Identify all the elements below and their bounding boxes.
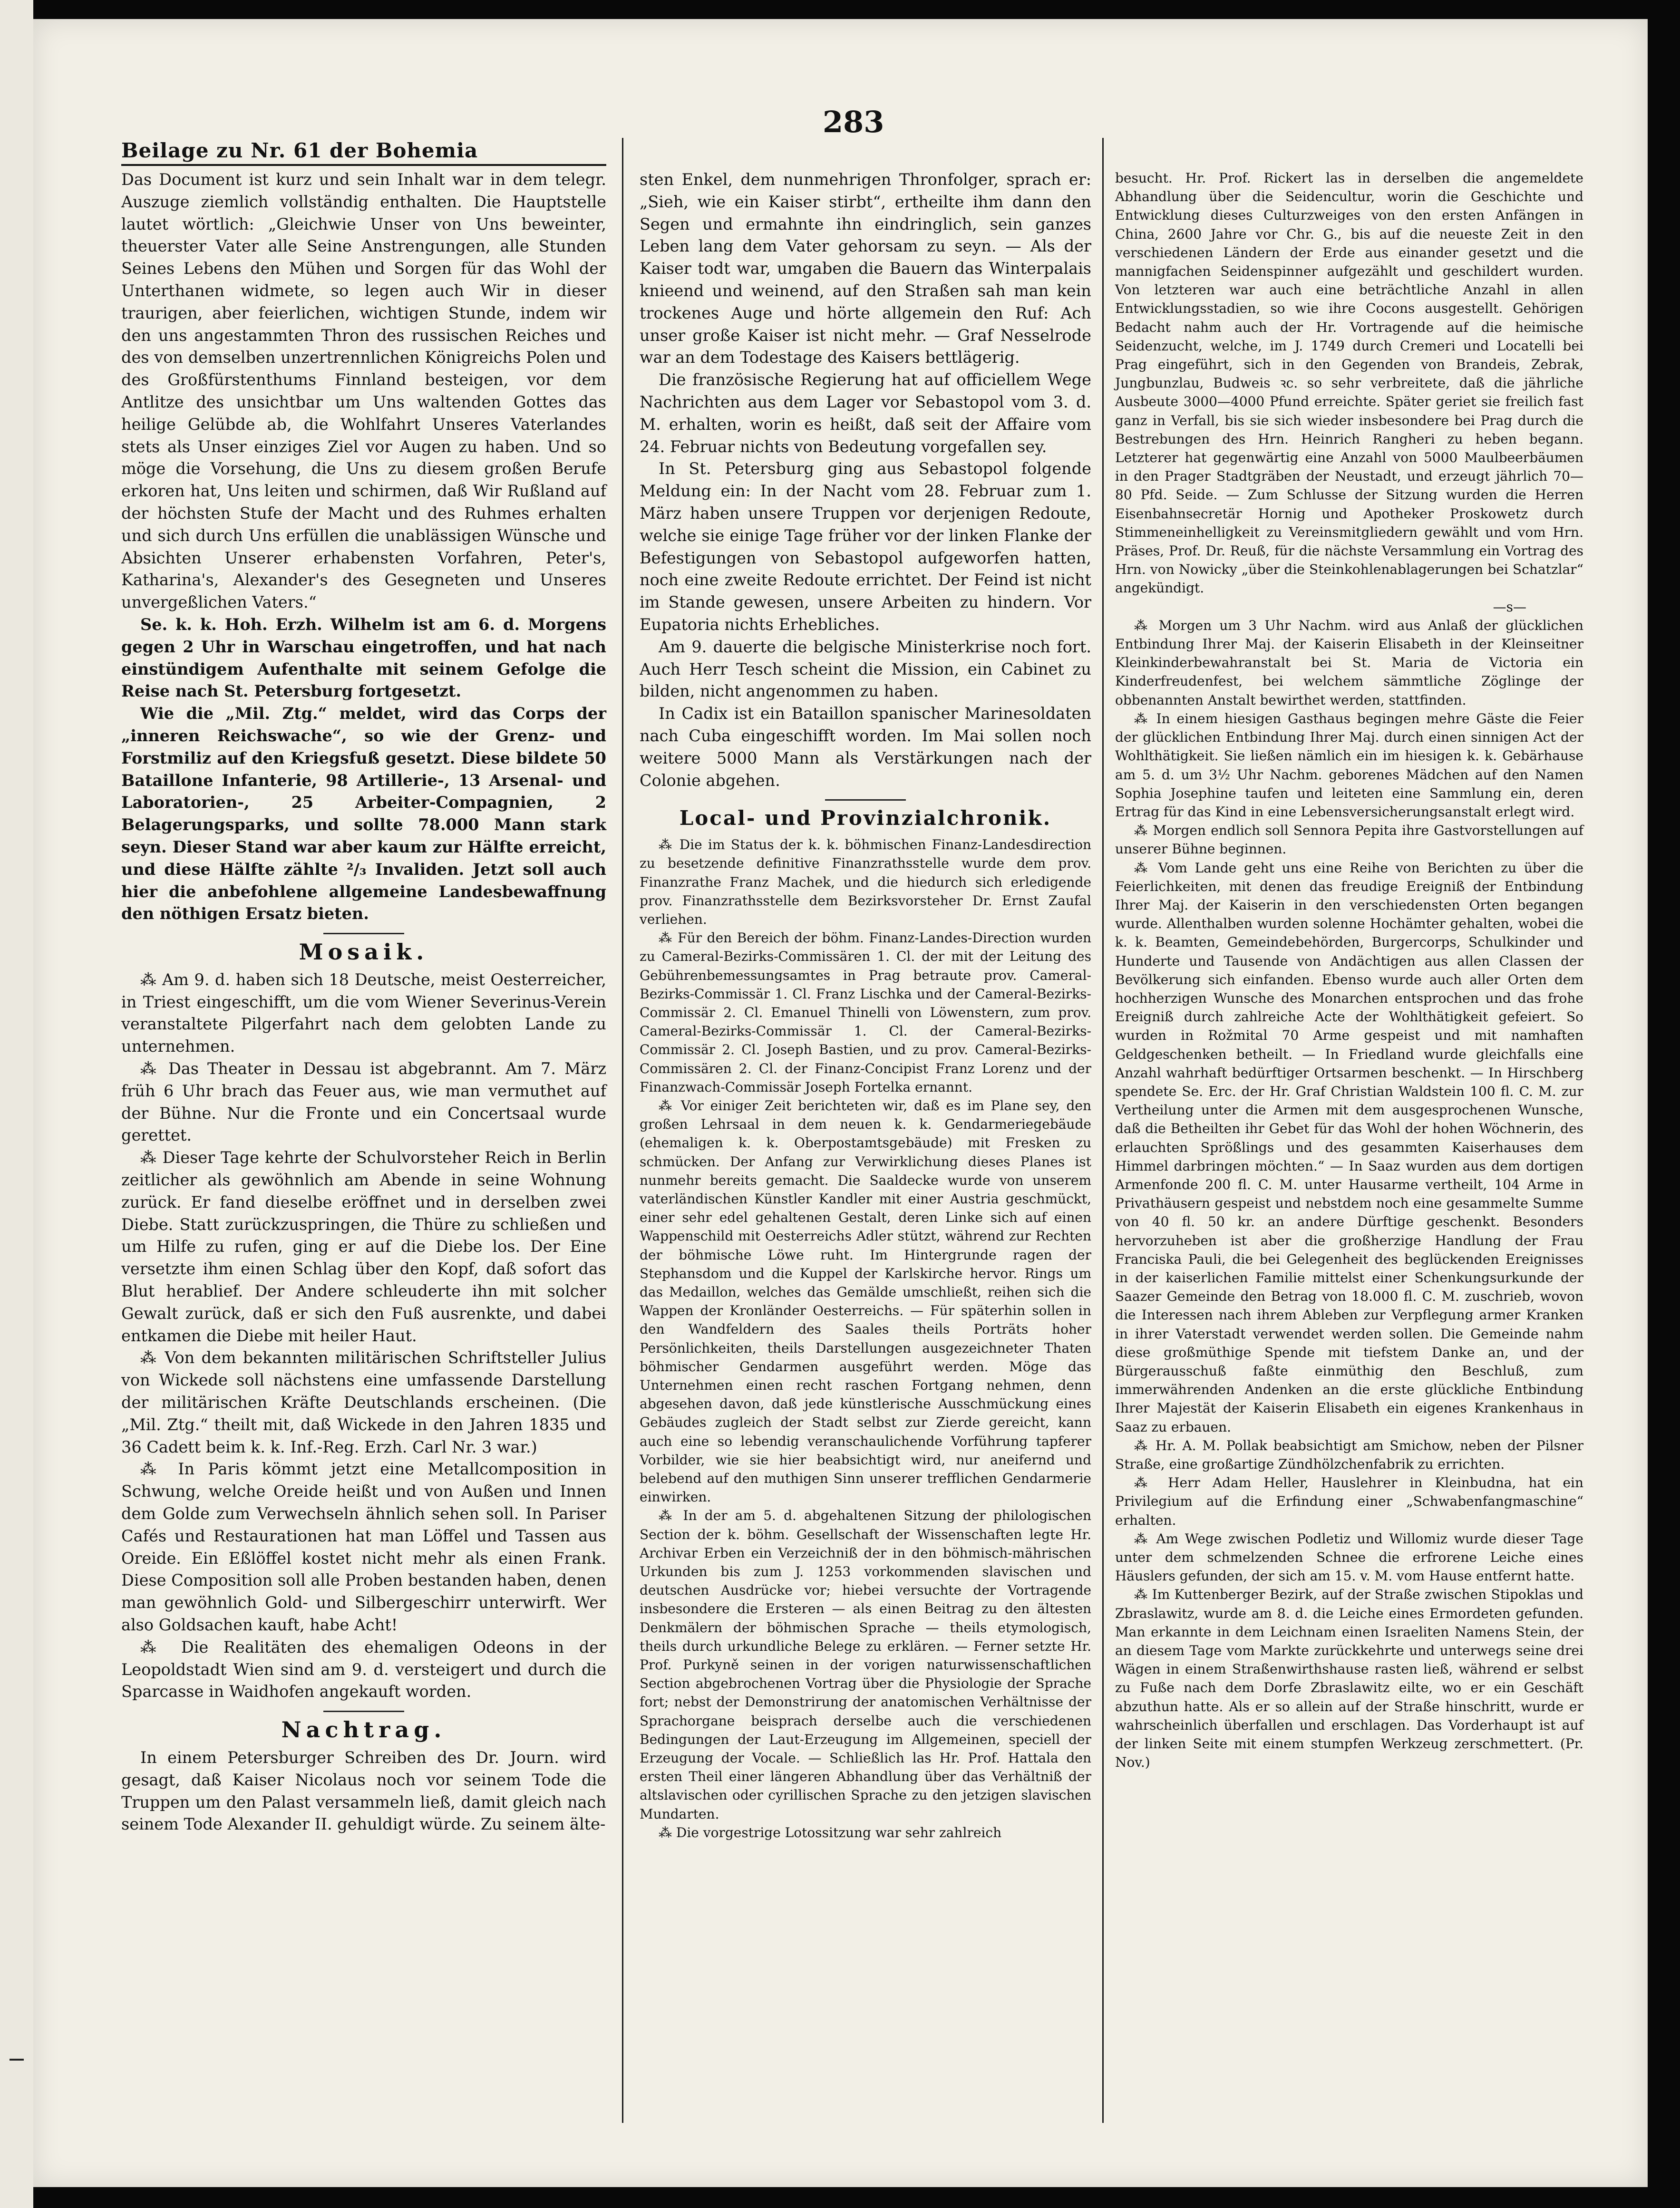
news-item: ⁂ Hr. A. M. Pollak beabsichtigt am Smichow, neben der Pilsner Straße, eine großartige Zündhölzchenfabrik zu errichten. — [1115, 1437, 1583, 1472]
page-spine — [0, 0, 33, 2208]
article-paragraph: Se. k. k. Hoh. Erzh. Wilhelm ist am 6. d. Morgens gegen 2 Uhr in Warschau eingetroffen, und hat nach einstündigem Aufenthalte mit seinem Gefolge die Reise nach St. Petersburg fortgesetzt. — [121, 615, 606, 701]
page-number: 283 — [823, 105, 884, 139]
section-title-nachtrag: Nachtrag. — [281, 1717, 447, 1743]
news-item: ⁂ Dieser Tage kehrte der Schulvorsteher Reich in Berlin zeitlicher als gewöhnlich am Abende in seine Wohnung zurück. Er fand dieselbe eröffnet und in derselben zwei Diebe. Statt zurückzuspringen, die Thüre zu schließen und um Hilfe zu rufen, ging er auf die Diebe los. Der Eine versetzte ihm einen Schlag über den Kopf, daß sofort das Blut herablief. Der Andere schleuderte ihn mit solcher Gewalt zurück, daß er sich den Fuß ausrenkte, und dabei entkamen die Diebe mit heiler Haut. — [121, 1148, 606, 1345]
news-item: ⁂ Herr Adam Heller, Hauslehrer in Kleinbudna, hat ein Privilegium auf die Erfindung einer „Schwabenfangmaschine“ erhalten. — [1115, 1475, 1583, 1528]
separator-line — [323, 933, 404, 934]
article-paragraph: Das Document ist kurz und sein Inhalt war in dem telegr. Auszuge ziemlich vollständig enthalten. Die Hauptstelle lautet wörtlich: „Gleichwie Unser von Uns beweinter, theuerster Vater alle Seine Anstrengungen, alle Stunden Seines Lebens den Mühen und Sorgen für das Wohl der Unterthanen widmete, so legen auch Wir in dieser traurigen, aber feierlichen, wichtigen Stunde, indem wir den uns angestammten Thron des russischen Reiches und des von demselben unzertrennlichen Königreichs Polen und des Großfürstenthums Finnland besteigen, vor dem Antlitze des unsichtbar um Uns waltenden Gottes das heilige Gelübde ab, die Wohlfahrt Unseres Vaterlandes stets als Unser einziges Ziel vor Augen zu haben. Und so möge die Vorsehung, die Uns zu diesem großen Berufe erkoren hat, Uns leiten und schirmen, daß Wir Rußland auf der höchsten Stufe der Macht und des Ruhmes erhalten und sich durch Uns erfüllen die unablässigen Wünsche und Absichten Unserer erhabensten Vorfahren, Peter's, Katharina's, Alexander's des Gesegneten und Unseres unvergeßlichen Vaters.“ — [121, 170, 606, 612]
article-paragraph: sten Enkel, dem nunmehrigen Thronfolger, sprach er: „Sieh, wie ein Kaiser stirbt“, ertheilte ihm dann den Segen und ermahnte ihn eindringlich, sein ganzes Leben lang dem Vater gehorsam zu seyn. — Als der Kaiser todt war, umgaben die Bauern das Winterpalais knieend und weinend, auf den Straßen sah man kein trockenes Auge und hörte allgemein den Ruf: Ach unser große Kaiser ist nicht mehr. — Graf Nesselrode war an dem Todestage des Kaisers bettlägerig. — [640, 170, 1091, 367]
column-2 — [640, 169, 1091, 1842]
news-item: besucht. Hr. Prof. Rickert las in derselben die angemeldete Abhandlung über die Seidencultur, worin die Geschichte und Entwicklung dieses Culturzweiges von den ersten Anfängen in China, 2600 Jahre vor Chr. G., bis auf die neueste Zeit in den verschiedenen Ländern der Erde aus einander gesetzt und die mannigfachen Seidenspinner aufgezählt und geschildert wurden. Von letzteren war auch eine beträchtliche Anzahl in allen Entwicklungsstadien, so wie ihre Cocons ausgestellt. Gehörigen Bedacht nahm auch der Hr. Vortragende auf die heimische Seidenzucht, welche, im J. 1749 durch Cremeri und Locatelli bei Prag eingeführt, sich in den Gegenden von Brandeis, Zebrak, Jungbunzlau, Budweis ꝛc. so sehr verbreitete, daß die jährliche Ausbeute 3000—4000 Pfund erreichte. Später geriet sie freilich fast ganz in Verfall, bis sie sich wieder insbesondere bei Prag durch die Bestrebungen des Hrn. Heinrich Rangheri zu heben begann. Letzterer hat gegenwärtig eine Anzahl von 5000 Maulbeerbäumen in den Prager Stadtgräben der Neustadt, und erzeugt jährlich 70—80 Pfd. Seide. — Zum Schlusse der Sitzung wurden die Herren Eisenbahnsecretär Hornig und Apotheker Proskowetz durch Stimmeneinhelligkeit zu Vereinsmitgliedern gewählt und vom Hrn. Präses, Prof. Dr. Reuß, für die nächste Versammlung ein Vortrag des Hrn. von Nowicky „über die Steinkohlenablagerungen bei Schatzlar“ angekündigt. — [1115, 170, 1583, 596]
article-paragraph: In einem Petersburger Schreiben des Dr. Journ. wird gesagt, daß Kaiser Nicolaus noch vor seinem Tode die Truppen um den Palast versammeln ließ, damit gleich nach seinem Tode Alexander II. gehuldigt würde. Zu seinem älte- — [121, 1748, 606, 1834]
page-header: Beilage zu Nr. 61 der Bohemia — [121, 139, 606, 166]
news-item: ⁂ Das Theater in Dessau ist abgebrannt. Am 7. März früh 6 Uhr brach das Feuer aus, wie man vermuthet auf der Bühne. Nur die Fronte und ein Concertsaal wurde gerettet. — [121, 1059, 606, 1145]
section-title-mosaik: Mosaik. — [299, 939, 429, 965]
news-item: ⁂ Die im Status der k. k. böhmischen Finanz-Landesdirection zu besetzende definitive Finanzrathsstelle wurde dem prov. Finanzrathe Franz Machek, und die hiedurch sich erledigende prov. Finanzrathsstelle dem Bezirksvorsteher Dr. Ernst Zaufal verliehen. — [640, 837, 1091, 927]
news-item: ⁂ Im Kuttenberger Bezirk, auf der Straße zwischen Stipoklas und Zbraslawitz, wurde am 8. d. die Leiche eines Ermordeten gefunden. Man erkannte in dem Leichnam einen Israeliten Namens Stein, der an diesem Tage vom Markte zurückkehrte und unterwegs seine drei Wägen in einem Straßenwirthshause rasten ließ, während er selbst zu Fuße nach dem Dorfe Zbraslawitz eilte, wo er ein Geschäft abzuthun hatte. Als er so allein auf der Straße hinschritt, wurde er wahrscheinlich überfallen und erschlagen. Das Vorderhaupt ist auf der linken Seite mit einem stumpfen Werkzeug zerschmettert. (Pr. Nov.) — [1115, 1587, 1583, 1771]
news-item: ⁂ Am Wege zwischen Podletiz und Willomiz wurde dieser Tage unter dem schmelzenden Schnee die erfrorene Leiche eines Häuslers gefunden, der sich am 15. v. M. vom Hause entfernt hatte. — [1115, 1530, 1583, 1584]
news-item: ⁂ In Paris kömmt jetzt eine Metallcomposition in Schwung, welche Oreide heißt und von Außen und Innen dem Golde zum Verwechseln ähnlich sehen soll. In Pariser Cafés und Restaurationen hat man Löffel und Tassen aus Oreide. Ein Eßlöffel kostet nicht mehr als einen Frank. Diese Composition soll alle Proben bestanden haben, denen man gewöhnlich Gold- und Silbergeschirr unterwirft. Wer also Goldsachen kauft, habe Acht! — [121, 1460, 606, 1634]
news-item: ⁂ Die vorgestrige Lotossitzung war sehr zahlreich — [659, 1824, 1002, 1840]
separator-line — [323, 1711, 404, 1712]
article-paragraph: Die französische Regierung hat auf officiellem Wege Nachrichten aus dem Lager vor Sebastopol vom 3. d. M. erhalten, worin es heißt, daß seit der Affaire vom 24. Februar nichts von Bedeutung vorgefallen sey. — [640, 370, 1091, 456]
margin-mark — [10, 2059, 24, 2061]
news-item: ⁂ Von dem bekannten militärischen Schriftsteller Julius von Wickede soll nächstens eine umfassende Darstellung der militärischen Kräfte Deutschlands erscheinen. (Die „Mil. Ztg.“ theilt mit, daß Wickede in den Jahren 1835 und 36 Cadett beim k. k. Inf.-Reg. Erzh. Carl Nr. 3 war.) — [121, 1348, 606, 1456]
news-item: ⁂ Morgen endlich soll Sennora Pepita ihre Gastvorstellungen auf unserer Bühne beginnen. — [1115, 823, 1583, 857]
news-item: ⁂ Für den Bereich der böhm. Finanz-Landes-Direction wurden zu Cameral-Bezirks-Commissären 1. Cl. der mit der Leitung des Gebührenbemessungsamtes in Prag betraute prov. Cameral-Bezirks-Commissär 1. Cl. Franz Lischka und der Cameral-Bezirks-Commissär 2. Cl. Emanuel Thinelli von Löwenstern, zum prov. Cameral-Bezirks-Commissär 1. Cl. der Cameral-Bezirks-Commissär 2. Cl. Joseph Bastien, und zu prov. Cameral-Bezirks-Commissären 2. Cl. der Finanz-Concipist Franz Lorenz und der Finanzwach-Commissär Joseph Fortelka ernannt. — [640, 930, 1091, 1095]
news-item: ⁂ Vom Lande geht uns eine Reihe von Berichten zu über die Feierlichkeiten, mit denen das freudige Ereigniß der Entbindung Ihrer Maj. der Kaiserin in den verschiedensten Orten begangen wurde. Allenthalben wurden solenne Hochämter gehalten, wobei die k. k. Beamten, Gemeindebehörden, Burgercorps, Schulkinder und Hunderte und Tausende von Andächtigen aus allen Classen der Bevölkerung sich einfanden. Ebenso wurde auch aller Orten dem hochherzigen Wunsche des Monarchen entsprochen und das frohe Ereigniß durch zahlreiche Acte der Wohlthätigkeit gefeiert. So wurden in Rožmital 70 Arme gespeist und mit namhaften Geldgeschenken betheilt. — In Friedland wurde gleichfalls eine Anzahl wahrhaft bedürftiger Ortsarmen beschenkt. — In Hirschberg spendete Se. Erc. der Hr. Graf Christian Waldstein 100 fl. C. M. zur Vertheilung unter die Armen mit dem ausgesprochenen Wunsche, daß die Betheilten ihr Gebet für das Wohl der hohen Wöchnerin, des erlauchten Sprößlings und des gesammten Kaiserhauses dem Himmel darbringen möchten.“ — In Saaz wurden aus dem dortigen Armenfonde 200 fl. C. M. unter Hausarme vertheilt, 104 Arme in Privathäusern gespeist und nebstdem noch eine gesammelte Summe von 40 fl. 50 kr. an andere Dürftige geschenkt. Besonders hervorzuheben ist aber die großherzige Handlung der Frau Franciska Pauli, die bei Gelegenheit des beglückenden Ereignisses in der kaiserlichen Familie mittelst einer Schenkungsurkunde der Saazer Gemeinde den Betrag von 18.000 fl. C. M. zuschrieb, wovon die Interessen nach ihrem Ableben zur Verpflegung armer Kranken in ihrer Vaterstadt verwendet werden sollen. Die Gemeinde nahm diese großmüthige Spende mit tiefstem Danke an, und der Bürgerausschuß faßte einmüthig den Beschluß, zum immerwährenden Andenken an die erste glückliche Entbindung Ihrer Majestät der Kaiserin Elisabeth ein eigenes Krankenhaus in Saaz zu erbauen. — [1115, 860, 1583, 1435]
section-title-local: Local- und Provinzialchronik. — [679, 806, 1052, 830]
article-paragraph: In Cadix ist ein Bataillon spanischer Marinesoldaten nach Cuba eingeschifft worden. Im Mai sollen noch weitere 5000 Mann als Verstärkungen nach der Colonie abgehen. — [640, 704, 1091, 790]
news-item: ⁂ Die Realitäten des ehemaligen Odeons in der Leopoldstadt Wien sind am 9. d. versteigert und durch die Sparcasse in Waidhofen angekauft worden. — [121, 1637, 606, 1701]
article-paragraph: Wie die „Mil. Ztg.“ meldet, wird das Corps der „inneren Reichswache“, so wie der Grenz- und Forstmiliz auf den Kriegsfuß gesetzt. Diese bildete 50 Bataillone Infanterie, 98 Artillerie-, 13 Arsenal- und Laboratorien-, 25 Arbeiter-Compagnien, 2 Belagerungsparks, und sollte 78.000 Mann stark seyn. Dieser Stand war aber kaum zur Hälfte erreicht, und diese Hälfte zählte ²/₃ Invaliden. Jetzt soll auch hier die anbefohlene allgemeine Landesbewaffnung den nöthigen Ersatz bieten. — [121, 704, 606, 923]
local-chronicle — [640, 835, 1091, 1842]
news-item: ⁂ Vor einiger Zeit berichteten wir, daß es im Plane sey, den großen Lehrsaal in dem neuen k. k. Gendarmeriegebäude (ehemaligen k. k. Oberpostamtsgebäude) mit Fresken zu schmücken. Der Anfang zur Verwirklichung dieses Planes ist nunmehr bereits gemacht. Die Saaldecke wurde von unserem vaterländischen Künstler Kandler mit einer Austria geschmückt, einer sehr edel gehaltenen Gestalt, deren Linke sich auf einen Wappenschild mit Oesterreichs Adler stützt, während zur Rechten der böhmische Löwe ruht. Im Hintergrunde ragen der Stephansdom und die Kuppel der Karlskirche hervor. Rings um das Medaillon, welches das Gemälde umschließt, reihen sich die Wappen der Kronländer Oesterreichs. — Für späterhin sollen in den Wandfeldern des Saales theils Porträts hoher Persönlichkeiten, theils Darstellungen ausgezeichneter Thaten böhmischer Gendarmen ausgeführt werden. Möge das Unternehmen einen recht raschen Fortgang nehmen, denn abgesehen davon, daß jede künstlerische Ausschmückung eines Gebäudes zugleich der Stadt selbst zur Zierde gereicht, kann auch eine so lebendig veranschaulichende Vorführung tapferer Vorbilder, wie sie hier beabsichtigt wird, nur aneifernd und belebend auf den muthigen Sinn unserer trefflichen Gendarmerie einwirken. — [640, 1097, 1091, 1505]
article-paragraph: Am 9. dauerte die belgische Ministerkrise noch fort. Auch Herr Tesch scheint die Mission, ein Cabinet zu bilden, nicht angenommen zu haben. — [640, 637, 1091, 701]
separator-line — [825, 799, 906, 801]
news-item: ⁂ Am 9. d. haben sich 18 Deutsche, meist Oesterreicher, in Triest eingeschifft, um die vom Wiener Severinus-Verein veranstaltete Pilgerfahrt nach dem gelobten Lande zu unternehmen. — [121, 970, 606, 1056]
column-3 — [1115, 169, 1583, 1772]
article-paragraph: In St. Petersburg ging aus Sebastopol folgende Meldung ein: In der Nacht vom 28. Februar zum 1. März haben unsere Truppen vor derjenigen Redoute, welche sie einige Tage früher vor der linken Flanke der Befestigungen von Sebastopol aufgeworfen hatten, noch eine zweite Redoute errichtet. Der Feind ist nicht im Stande gewesen, unsere Arbeiten zu hindern. Vor Eupatoria nichts Erhebliches. — [640, 459, 1091, 634]
author-signoff: —s— — [1493, 599, 1526, 615]
news-item: ⁂ Morgen um 3 Uhr Nachm. wird aus Anlaß der glücklichen Entbindung Ihrer Maj. der Kaiserin Elisabeth in der Kleinseitner Kleinkinderbewahranstalt bei St. Maria de Victoria ein Kinderfreudenfest, bei welchem sämmtliche Zöglinge der obbenannten Anstalt bewirthet werden, stattfinden. — [1115, 617, 1583, 708]
column-rule-left — [622, 138, 623, 2123]
column-1 — [121, 169, 606, 1836]
news-item: ⁂ In einem hiesigen Gasthaus begingen mehre Gäste die Feier der glücklichen Entbindung Ihrer Maj. durch einen sinnigen Act der Wohlthätigkeit. Sie ließen nämlich ein im hiesigen k. k. Gebärhause am 5. d. um 3½ Uhr Nachm. geborenes Mädchen auf den Namen Sophia Josephine taufen und leiteten eine Sammlung ein, deren Ertrag für das Kind in eine Lebensversicherungsanstalt erlegt wird. — [1115, 710, 1583, 820]
news-item: ⁂ In der am 5. d. abgehaltenen Sitzung der philologischen Section der k. böhm. Gesellschaft der Wissenschaften legte Hr. Archivar Erben ein Verzeichniß der in den böhmisch-mährischen Urkunden bis zum J. 1253 vorkommenden slavischen und deutschen Ausdrücke vor; hiebei versuchte der Vortragende insbesondere die Ersteren — als einen Beitrag zu den ältesten Denkmälern der böhmischen Sprache — theils etymologisch, theils durch urkundliche Belege zu erklären. — Ferner setzte Hr. Prof. Purkyně seinen in der vorigen naturwissenschaftlichen Section abgebrochenen Vortrag über die Physiologie der Sprache fort; nebst der Demonstrirung der anatomischen Verhältnisse der Sprachorgane beisprach derselbe auch die verschiedenen Bedingungen der Laut-Erzeugung im Allgemeinen, speciell der Erzeugung der Vocale. — Schließlich las Hr. Prof. Hattala den ersten Theil einer längeren Abhandlung über das Verhältniß der altslavischen oder cyrillischen Sprache zu den jetzigen slavischen Mundarten. — [640, 1508, 1091, 1822]
column-rule-right — [1102, 138, 1104, 2123]
